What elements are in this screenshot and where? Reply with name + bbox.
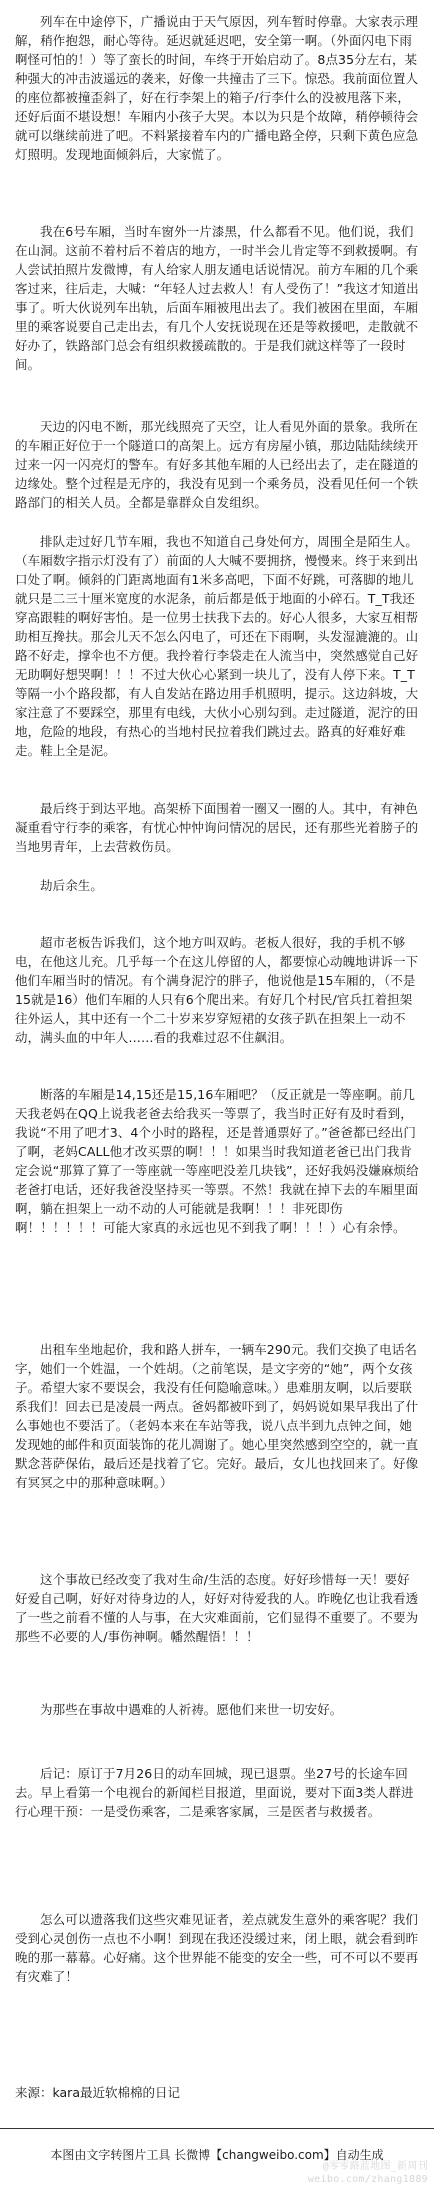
article-paragraph: 出租车坐地起价，我和路人拼车，一辆车290元。我们交换了电话名字，她们一个姓温，一个姓胡。（之前笔误，是文字旁的“她”，两个女孩子。希望大家不要误会，我没有任何隐喻意味。）患难朋友啊，以后要联系我们！回去已是凌晨一两点。爸妈都被吓到了，妈妈说如果早我出了什么事她也不要活了。（老妈本来在车站等我，说八点半到九点钟之间，她发现她的邮件和页面装饰的花儿凋谢了。她心里突然感到空空的，就一直默念菩萨保佑，最后还是找着了它。完好。最后，女儿也找回来了。好像有冥冥之中的那种意味啊。） <box>15 1342 419 1490</box>
watermark-line: weibo.com/zhang1889 <box>307 2174 428 2185</box>
article-paragraph: 超市老板告诉我们，这个地方叫双屿。老板人很好，我的手机不够电，在他这儿充。几乎每一个在这儿停留的人，都要惊心动魄地讲诉一下他们车厢当时的情况。有个满身泥泞的胖子，他说他是15车厢的，（不是15就是16）他们车厢的人只有6个爬出来。有好几个村民/官兵扛着担架往外运人，其中还有一个二十岁来岁穿短裙的女孩子趴在担架上一动不动，满头血的中年人……看的我难过忍不住飙泪。 <box>15 935 419 1045</box>
generator-footer: 本图由文字转图片工具 长微博【changweibo.com】自动生成 <box>50 2148 384 2162</box>
article-paragraph: 后记：原订于7月26日的动车回城，现已退票。坐27号的长途车回去。早上看第一个电视台的新闻栏目报道，里面说，要对下面3类人群进行心理干预：一是受伤乘客，二是乘客家属，三是医者与救援者。 <box>15 1766 414 1819</box>
watermark-line: @零零路蓝地图_新周刊 <box>322 2161 428 2172</box>
footer-divider <box>0 2128 434 2129</box>
article-paragraph: 怎么可以遗落我们这些灾难见证者，差点就发生意外的乘客呢？我们受到心灵创伤一点也不小啊！到现在我还没缓过来，闭上眼，就会看到昨晚的那一幕幕。心好痛。这个世界能不能变的安全一些，可不可以不要再有灾难了！ <box>15 1912 419 1984</box>
article-paragraph: 最后终于到达平地。高架桥下面围着一圈又一圈的人。其中，有神色凝重看守行李的乘客，有忧心忡忡询问情况的居民，还有那些光着膀子的当地男青年，上去营救伤员。 <box>15 801 419 854</box>
weibo-watermark <box>208 2160 428 2186</box>
article-paragraph: 排队走过好几节车厢，我也不知道自己身处何方，周围全是陌生人。（车厢数字指示灯没有了）前面的人大喊不要拥挤，慢慢来。终于来到出口处了啊。倾斜的门距离地面有1米多高吧，下面不好跳，可落脚的地儿就只是二三十厘米宽度的水泥条，前后都是低于地面的小碎石。T_T我还穿高跟鞋的啊好害怕。是一位男士扶我下去的。好心人很多，大家互相帮助相互搀扶。那会儿天不怎么闪电了，可还在下雨啊，头发湿漉漉的。山路不好走，撑伞也不方便。我拎着行李袋走在人流当中，突然感觉自己好无助啊好想哭啊！！！不过大伙心心紧到一块儿了，没有人停下来。T_T等隔一小个路段都，有人自发站在路边用手机照明，提示。这边斜坡，大家注意了不要踩空，那里有电线，大伙小心别勾到。走过隧道，泥泞的田地，危险的地段，有热心的当地村民拉着我们跳过去。路真的好难好难走。鞋上全是泥。 <box>15 534 419 758</box>
article-paragraph: 断落的车厢是14,15还是15,16车厢吧？（反正就是一等座啊。前几天我老妈在QQ上说我老爸去给我买一等票了，我当时正好有及时看到，我说“不用了吧才3、4个小时的路程，还是普通票好了。”爸爸都已经出门了啊，老妈CALL他才改买票的啊！！！如果当时我知道老爸已出门我肯定会说“那算了算了一等座就一等座吧没差几块钱”，还好我妈没嫌麻烦给老爸打电话，还好我爸没坚持买一等票。不然！我就在掉下去的车厢里面啊，躺在担架上一动不动的人可能就是我啊！！！非死即伤啊！！！！！！可能大家真的永远也见不到我了啊！！！）心有余悸。 <box>15 1087 419 1235</box>
article-paragraph: 为那些在事故中遇难的人祈祷。愿他们来世一切安好。 <box>40 1702 343 1717</box>
article-source: 来源：kara最近软棉棉的日记 <box>15 2085 180 2100</box>
article-paragraph: 天边的闪电不断，那光线照亮了天空，让人看见外面的景象。我所在的车厢正好位于一个隧道口的高架上。远方有房屋小镇，那边陆陆续续开过来一闪一闪亮灯的警车。有好多其他车厢的人已经出去了，走在隧道的边缘处。整个过程是无序的，我没有见到一个乘务员，没看见任何一个铁路部门的相关人员。全都是靠群众自发组织。 <box>15 419 419 510</box>
article-paragraph: 劫后余生。 <box>40 878 104 893</box>
article-paragraph: 列车在中途停下，广播说由于天气原因，列车暂时停靠。大家表示理解，稍作抱怨，耐心等待。延迟就延迟吧，安全第一啊。（外面闪电下雨啊怪可怕的！）等了蛮长的时间，车终于开始启动了。8点35分左右，某种强大的冲击波遥远的袭来，好像一共撞击了三下。惊恐。我前面位置人的座位都被撞歪斜了，好在行李架上的箱子/行李什么的没被甩落下来，还好后面不堪设想！车厢内小孩子大哭。本以为只是个故障，稍停顿待会就可以继续前进了吧。不料紧接着车内的广播电路全停，只剩下黄色应急灯照明。发现地面倾斜后，大家慌了。 <box>15 14 419 162</box>
article-paragraph: 这个事故已经改变了我对生命/生活的态度。好好珍惜每一天！要好好爱自己啊，好好对待身边的人，好好对待爱我的人。昨晚亿也让我看透了一些之前看不懂的人与事，在大灾难面前，它们显得不重要了。不要为那些不必要的人/事伤神啊。幡然醒悟！！！ <box>15 1572 419 1644</box>
article-paragraph: 我在6号车厢，当时车窗外一片漆黑，什么都看不见。他们说，我们在山洞。这前不着村后不着店的地方，一时半会儿肯定等不到救援啊。有人尝试拍照片发微博，有人给家人朋友通电话说情况。前方车厢的几个乘客过来，往后走，大喊：“年轻人过去救人！有人受伤了！”我这才知道出事了。听大伙说列车出轨，后面车厢被甩出去了。我们被困在里面，车厢里的乘客说要自己走出去，有几个人安抚说现在还是等救援吧，走散就不好办了，铁路部门总会有组织救援疏散的。于是我们就这样等了一段时间。 <box>15 224 419 372</box>
